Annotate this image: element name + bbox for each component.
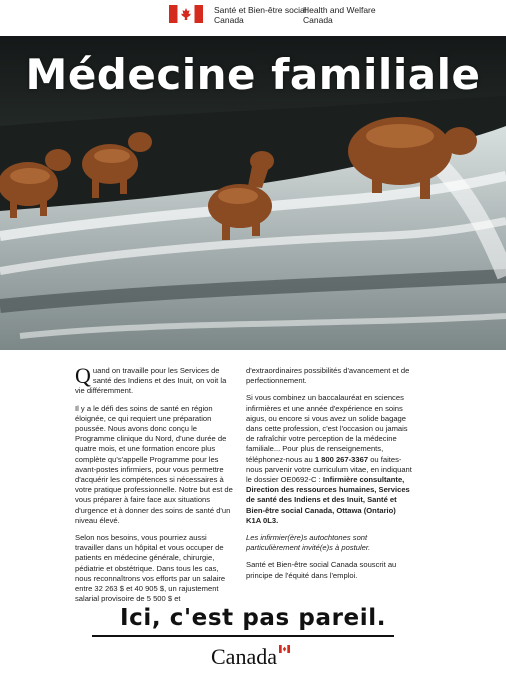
footer-divider [92,635,394,637]
canada-wordmark: Canada [211,644,277,669]
hero-photo [0,36,506,350]
phone-number: 1 800 267-3367 [314,454,369,464]
paragraph-contact: Si vous combinez un baccalauréat en sciences infirmières et une année d'expérience en soins aigus, ou encore si vous avez un solide bagage dans cette profession, c'est l'occasion ou jamais de rafraîchir votre perception de la médecine familiale... Pour plus de renseignements, téléphonez-nous au 1 800 267-3367 ou faites-nous parvenir votre curriculum vitae, en indiquant le dossier OE0692-C : Infirmière consultante, Direction des ressources humaines, Services de santé des Indiens et des Inuit, Santé et Bien-être social Canada, Ottawa (Ontario) K1A 0L3. [246,393,412,525]
government-header [0,0,506,34]
body-column-right [246,366,412,588]
page-title: Médecine familiale [25,50,481,99]
paragraph-advancement: d'extraordinaires possibilités d'avancement et de perfectionnement. [246,366,410,386]
slogan: Ici, c'est pas pareil. [119,605,387,631]
paragraph-training: Il y a le défi des soins de santé en région éloignée, ce qui requiert une préparation poussée. Nous avons donc conçu le Programme clinique du Nord, d'une durée de quatre mois, et une formation encore plus complète qu's'appelle Programme pour les avant-postes infirmiers, pour vous permettre d'acquérir les compétences si nécessaires à votre pratique professionnelle. Notre but est de vous préparer à faire face aux situations d'urgence et à donner des soins de santé d'un niveau élevé. [75,403,233,525]
canada-flag-icon [169,5,203,23]
dropcap: Q [75,363,91,388]
canada-wordmark-flag-icon [279,645,290,653]
paragraph-equity: Santé et Bien-être social Canada souscrit au principe de l'équité dans l'emploi. [246,560,397,580]
intro-paragraph: Quand on travaille pour les Services de santé des Indiens et des Inuit, on voit la vie différemment. [75,363,227,396]
contact-address: Infirmière consultante, Direction des ressources humaines, Services de santé des Indiens et des Inuit, Santé et Bien-être social Canada, Ottawa (Ontario) K1A 0L3. [246,475,410,525]
body-column-left [75,363,235,611]
paragraph-salary: Selon nos besoins, vous pourriez aussi travailler dans un hôpital et vous occuper de patients en médecine générale, chirurgie, pédiatrie et obstétrique. Dans tous les cas, nous reconnaîtrons vos efforts par un salaire entre 32 263 $ et 40 905 $, un rajustement salarial provisoire de 5 500 $ et [75,533,226,604]
paragraph-aboriginal: Les infirmier(ère)s autochtones sont particulièrement invité(e)s à postuler. [246,533,371,553]
department-name-french: Santé et Bien-être social Canada [214,5,307,25]
department-name-english: Health and Welfare Canada [303,5,376,25]
